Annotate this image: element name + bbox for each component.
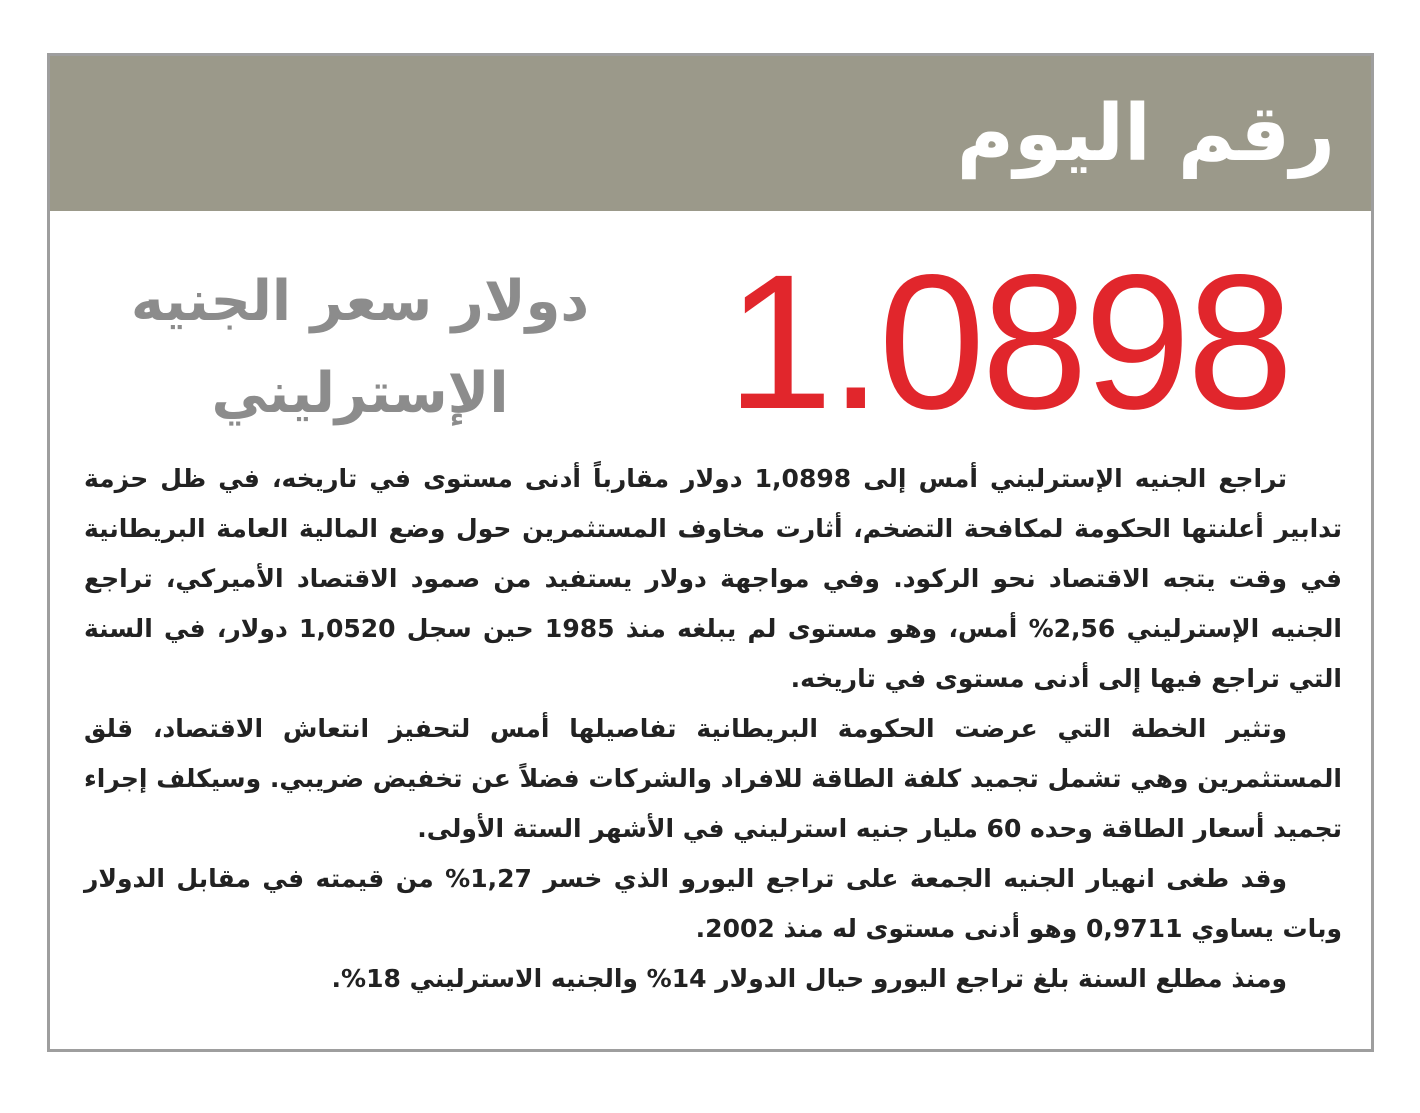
featured-number-label: دولار سعر الجنيه الإسترليني: [130, 269, 590, 426]
article-paragraph: وتثير الخطة التي عرضت الحكومة البريطانية تفاصيلها أمس لتحفيز انتعاش الاقتصاد، قلق المستثمرين وهي تشمل تجميد كلفة الطاقة للافراد والشركات فضلاً عن تخفيض ضريبي. وسيكلف إجراء تجميد أسعار الطاقة وحده 60 مليار جنيه استرليني في الأشهر الستة الأولى.: [84, 714, 1342, 843]
article-body: [84, 454, 1342, 1004]
article-paragraph: ومنذ مطلع السنة بلغ تراجع اليورو حيال الدولار 14% والجنيه الاسترليني 18%.: [331, 964, 1287, 993]
article-paragraph: وقد طغى انهيار الجنيه الجمعة على تراجع اليورو الذي خسر 1,27% من قيمته في مقابل الدولار وبات يساوي 0,9711 وهو أدنى مستوى له منذ 2002.: [84, 864, 1342, 943]
header-band: [50, 56, 1371, 211]
article-box: [47, 53, 1374, 1052]
section-title: رقم اليوم: [956, 89, 1335, 179]
article-paragraph: تراجع الجنيه الإسترليني أمس إلى 1,0898 دولار مقارباً أدنى مستوى في تاريخه، في ظل حزمة تدابير أعلنتها الحكومة لمكافحة التضخم، أثارت مخاوف المستثمرين حول وضع المالية العامة البريطانية في وقت يتجه الاقتصاد نحو الركود. وفي مواجهة دولار يستفيد من صمود الاقتصاد الأميركي، تراجع الجنيه الإسترليني 2,56% أمس، وهو مستوى لم يبلغه منذ 1985 حين سجل 1,0520 دولار، في السنة التي تراجع فيها إلى أدنى مستوى في تاريخه.: [84, 464, 1342, 693]
featured-number: 1.0898: [726, 234, 1290, 449]
